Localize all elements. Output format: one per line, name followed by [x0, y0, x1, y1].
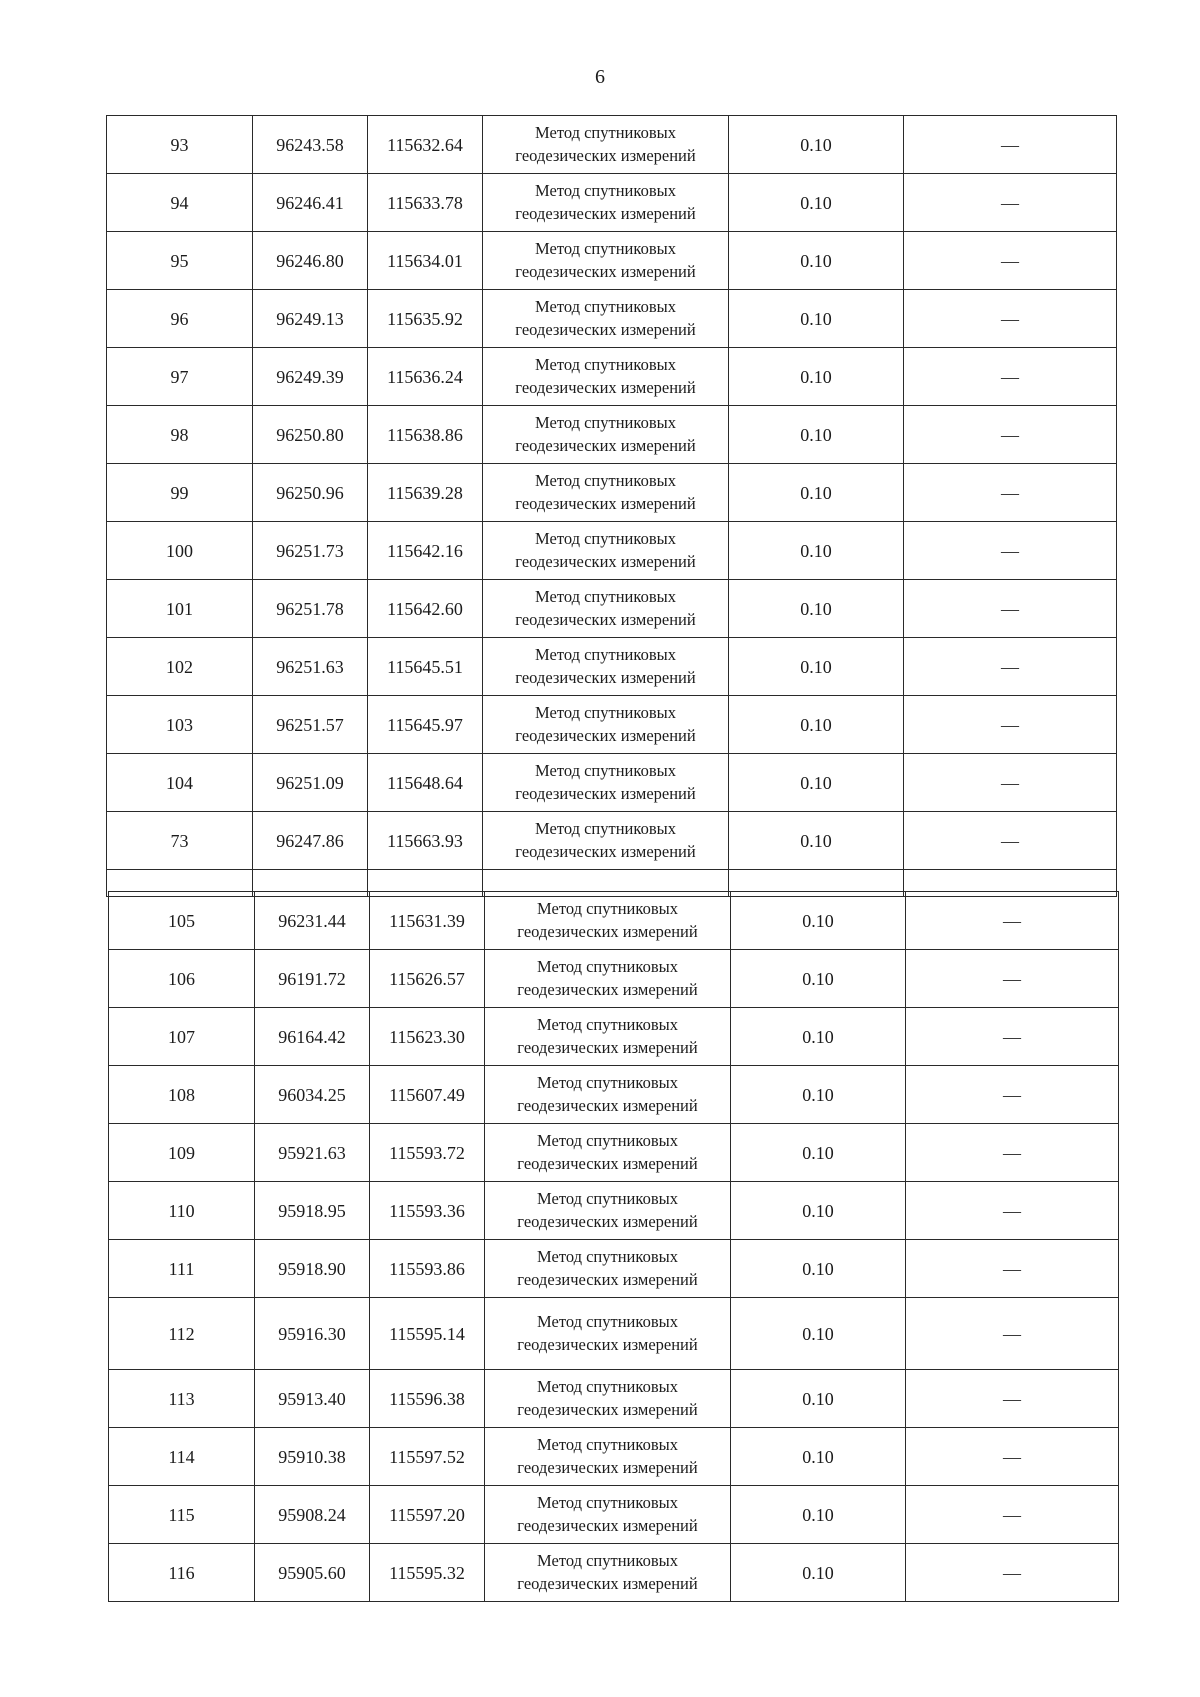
table-row	[109, 1124, 1119, 1182]
note-dash-cell: —	[906, 1124, 1119, 1182]
y-coordinate-cell: 115642.16	[368, 522, 483, 580]
method-cell: Метод спутниковых геодезических измерений	[483, 580, 729, 638]
accuracy-cell: 0.10	[729, 406, 904, 464]
note-dash-cell: —	[904, 580, 1117, 638]
x-coordinate-cell: 96249.39	[253, 348, 368, 406]
point-number-cell: 111	[109, 1240, 255, 1298]
table-row	[107, 754, 1117, 812]
note-dash-cell: —	[904, 522, 1117, 580]
y-coordinate-cell: 115638.86	[368, 406, 483, 464]
coordinates-table-lower	[108, 891, 1119, 1602]
accuracy-cell: 0.10	[729, 348, 904, 406]
point-number-cell: 110	[109, 1182, 255, 1240]
accuracy-cell: 0.10	[729, 116, 904, 174]
table-row	[107, 232, 1117, 290]
y-coordinate-cell: 115634.01	[368, 232, 483, 290]
point-number-cell: 115	[109, 1486, 255, 1544]
x-coordinate-cell: 96246.80	[253, 232, 368, 290]
note-dash-cell: —	[904, 754, 1117, 812]
x-coordinate-cell: 96247.86	[253, 812, 368, 870]
table-body-upper	[107, 116, 1117, 870]
note-dash-cell: —	[906, 1240, 1119, 1298]
table-row	[109, 892, 1119, 950]
method-cell: Метод спутниковых геодезических измерений	[485, 1544, 731, 1602]
y-coordinate-cell: 115623.30	[370, 1008, 485, 1066]
point-number-cell: 73	[107, 812, 253, 870]
x-coordinate-cell: 96034.25	[255, 1066, 370, 1124]
note-dash-cell: —	[904, 290, 1117, 348]
table-row	[109, 1428, 1119, 1486]
y-coordinate-cell: 115645.97	[368, 696, 483, 754]
note-dash-cell: —	[904, 116, 1117, 174]
accuracy-cell: 0.10	[729, 638, 904, 696]
table-row	[107, 116, 1117, 174]
table-row	[107, 638, 1117, 696]
accuracy-cell: 0.10	[731, 892, 906, 950]
note-dash-cell: —	[904, 638, 1117, 696]
note-dash-cell: —	[904, 348, 1117, 406]
x-coordinate-cell: 96250.96	[253, 464, 368, 522]
table-row	[107, 348, 1117, 406]
table-row	[107, 464, 1117, 522]
point-number-cell: 108	[109, 1066, 255, 1124]
x-coordinate-cell: 95910.38	[255, 1428, 370, 1486]
note-dash-cell: —	[906, 1486, 1119, 1544]
method-cell: Метод спутниковых геодезических измерений	[485, 1240, 731, 1298]
y-coordinate-cell: 115597.52	[370, 1428, 485, 1486]
x-coordinate-cell: 95918.95	[255, 1182, 370, 1240]
table-row	[107, 812, 1117, 870]
accuracy-cell: 0.10	[731, 1182, 906, 1240]
y-coordinate-cell: 115635.92	[368, 290, 483, 348]
accuracy-cell: 0.10	[731, 1124, 906, 1182]
note-dash-cell: —	[906, 1370, 1119, 1428]
x-coordinate-cell: 96191.72	[255, 950, 370, 1008]
coordinates-table-upper	[106, 115, 1117, 897]
note-dash-cell: —	[906, 1544, 1119, 1602]
accuracy-cell: 0.10	[729, 580, 904, 638]
y-coordinate-cell: 115631.39	[370, 892, 485, 950]
y-coordinate-cell: 115663.93	[368, 812, 483, 870]
accuracy-cell: 0.10	[731, 1428, 906, 1486]
method-cell: Метод спутниковых геодезических измерений	[483, 696, 729, 754]
note-dash-cell: —	[906, 950, 1119, 1008]
method-cell: Метод спутниковых геодезических измерений	[483, 290, 729, 348]
note-dash-cell: —	[904, 696, 1117, 754]
method-cell: Метод спутниковых геодезических измерений	[483, 174, 729, 232]
method-cell: Метод спутниковых геодезических измерений	[483, 406, 729, 464]
y-coordinate-cell: 115626.57	[370, 950, 485, 1008]
table-row	[107, 406, 1117, 464]
table-row	[107, 174, 1117, 232]
table-row	[109, 1182, 1119, 1240]
accuracy-cell: 0.10	[731, 1370, 906, 1428]
accuracy-cell: 0.10	[731, 1486, 906, 1544]
method-cell: Метод спутниковых геодезических измерений	[485, 1298, 731, 1370]
accuracy-cell: 0.10	[729, 290, 904, 348]
point-number-cell: 114	[109, 1428, 255, 1486]
y-coordinate-cell: 115607.49	[370, 1066, 485, 1124]
point-number-cell: 103	[107, 696, 253, 754]
method-cell: Метод спутниковых геодезических измерений	[485, 1182, 731, 1240]
x-coordinate-cell: 96249.13	[253, 290, 368, 348]
method-cell: Метод спутниковых геодезических измерений	[485, 1124, 731, 1182]
x-coordinate-cell: 96251.57	[253, 696, 368, 754]
method-cell: Метод спутниковых геодезических измерений	[483, 638, 729, 696]
table-row	[107, 580, 1117, 638]
point-number-cell: 102	[107, 638, 253, 696]
note-dash-cell: —	[904, 406, 1117, 464]
x-coordinate-cell: 96251.78	[253, 580, 368, 638]
point-number-cell: 113	[109, 1370, 255, 1428]
point-number-cell: 104	[107, 754, 253, 812]
table-row	[109, 1008, 1119, 1066]
accuracy-cell: 0.10	[731, 950, 906, 1008]
method-cell: Метод спутниковых геодезических измерений	[483, 348, 729, 406]
point-number-cell: 96	[107, 290, 253, 348]
table-row	[109, 1240, 1119, 1298]
x-coordinate-cell: 95908.24	[255, 1486, 370, 1544]
note-dash-cell: —	[904, 174, 1117, 232]
x-coordinate-cell: 96231.44	[255, 892, 370, 950]
table-row	[109, 1066, 1119, 1124]
accuracy-cell: 0.10	[731, 1298, 906, 1370]
point-number-cell: 97	[107, 348, 253, 406]
page-number: 6	[595, 66, 605, 88]
accuracy-cell: 0.10	[729, 522, 904, 580]
x-coordinate-cell: 96243.58	[253, 116, 368, 174]
note-dash-cell: —	[904, 232, 1117, 290]
note-dash-cell: —	[906, 892, 1119, 950]
method-cell: Метод спутниковых геодезических измерений	[485, 1066, 731, 1124]
y-coordinate-cell: 115642.60	[368, 580, 483, 638]
y-coordinate-cell: 115595.14	[370, 1298, 485, 1370]
x-coordinate-cell: 95913.40	[255, 1370, 370, 1428]
method-cell: Метод спутниковых геодезических измерений	[483, 754, 729, 812]
note-dash-cell: —	[906, 1182, 1119, 1240]
x-coordinate-cell: 96251.63	[253, 638, 368, 696]
point-number-cell: 116	[109, 1544, 255, 1602]
x-coordinate-cell: 96251.09	[253, 754, 368, 812]
x-coordinate-cell: 96251.73	[253, 522, 368, 580]
table-row	[109, 950, 1119, 1008]
method-cell: Метод спутниковых геодезических измерений	[483, 116, 729, 174]
method-cell: Метод спутниковых геодезических измерений	[485, 950, 731, 1008]
table-row	[109, 1486, 1119, 1544]
point-number-cell: 99	[107, 464, 253, 522]
y-coordinate-cell: 115648.64	[368, 754, 483, 812]
y-coordinate-cell: 115593.86	[370, 1240, 485, 1298]
method-cell: Метод спутниковых геодезических измерений	[485, 1008, 731, 1066]
method-cell: Метод спутниковых геодезических измерений	[485, 892, 731, 950]
note-dash-cell: —	[906, 1066, 1119, 1124]
x-coordinate-cell: 95921.63	[255, 1124, 370, 1182]
table-row	[107, 290, 1117, 348]
accuracy-cell: 0.10	[729, 174, 904, 232]
method-cell: Метод спутниковых геодезических измерений	[483, 812, 729, 870]
y-coordinate-cell: 115593.36	[370, 1182, 485, 1240]
point-number-cell: 107	[109, 1008, 255, 1066]
table-row	[107, 696, 1117, 754]
x-coordinate-cell: 95905.60	[255, 1544, 370, 1602]
point-number-cell: 101	[107, 580, 253, 638]
point-number-cell: 105	[109, 892, 255, 950]
accuracy-cell: 0.10	[731, 1544, 906, 1602]
y-coordinate-cell: 115645.51	[368, 638, 483, 696]
note-dash-cell: —	[906, 1298, 1119, 1370]
table-body-lower	[109, 892, 1119, 1602]
point-number-cell: 95	[107, 232, 253, 290]
point-number-cell: 94	[107, 174, 253, 232]
point-number-cell: 98	[107, 406, 253, 464]
accuracy-cell: 0.10	[729, 812, 904, 870]
x-coordinate-cell: 96250.80	[253, 406, 368, 464]
table-row	[109, 1370, 1119, 1428]
point-number-cell: 109	[109, 1124, 255, 1182]
accuracy-cell: 0.10	[729, 754, 904, 812]
y-coordinate-cell: 115639.28	[368, 464, 483, 522]
method-cell: Метод спутниковых геодезических измерений	[485, 1428, 731, 1486]
y-coordinate-cell: 115595.32	[370, 1544, 485, 1602]
method-cell: Метод спутниковых геодезических измерений	[485, 1370, 731, 1428]
table-row	[109, 1298, 1119, 1370]
x-coordinate-cell: 96164.42	[255, 1008, 370, 1066]
point-number-cell: 106	[109, 950, 255, 1008]
x-coordinate-cell: 96246.41	[253, 174, 368, 232]
point-number-cell: 93	[107, 116, 253, 174]
accuracy-cell: 0.10	[731, 1240, 906, 1298]
table-row	[109, 1544, 1119, 1602]
y-coordinate-cell: 115596.38	[370, 1370, 485, 1428]
x-coordinate-cell: 95918.90	[255, 1240, 370, 1298]
method-cell: Метод спутниковых геодезических измерений	[483, 232, 729, 290]
accuracy-cell: 0.10	[731, 1008, 906, 1066]
accuracy-cell: 0.10	[729, 464, 904, 522]
y-coordinate-cell: 115636.24	[368, 348, 483, 406]
method-cell: Метод спутниковых геодезических измерений	[483, 522, 729, 580]
accuracy-cell: 0.10	[731, 1066, 906, 1124]
note-dash-cell: —	[904, 464, 1117, 522]
point-number-cell: 112	[109, 1298, 255, 1370]
y-coordinate-cell: 115593.72	[370, 1124, 485, 1182]
point-number-cell: 100	[107, 522, 253, 580]
accuracy-cell: 0.10	[729, 232, 904, 290]
accuracy-cell: 0.10	[729, 696, 904, 754]
y-coordinate-cell: 115633.78	[368, 174, 483, 232]
note-dash-cell: —	[904, 812, 1117, 870]
note-dash-cell: —	[906, 1008, 1119, 1066]
x-coordinate-cell: 95916.30	[255, 1298, 370, 1370]
method-cell: Метод спутниковых геодезических измерений	[485, 1486, 731, 1544]
y-coordinate-cell: 115632.64	[368, 116, 483, 174]
method-cell: Метод спутниковых геодезических измерений	[483, 464, 729, 522]
y-coordinate-cell: 115597.20	[370, 1486, 485, 1544]
note-dash-cell: —	[906, 1428, 1119, 1486]
table-row	[107, 522, 1117, 580]
